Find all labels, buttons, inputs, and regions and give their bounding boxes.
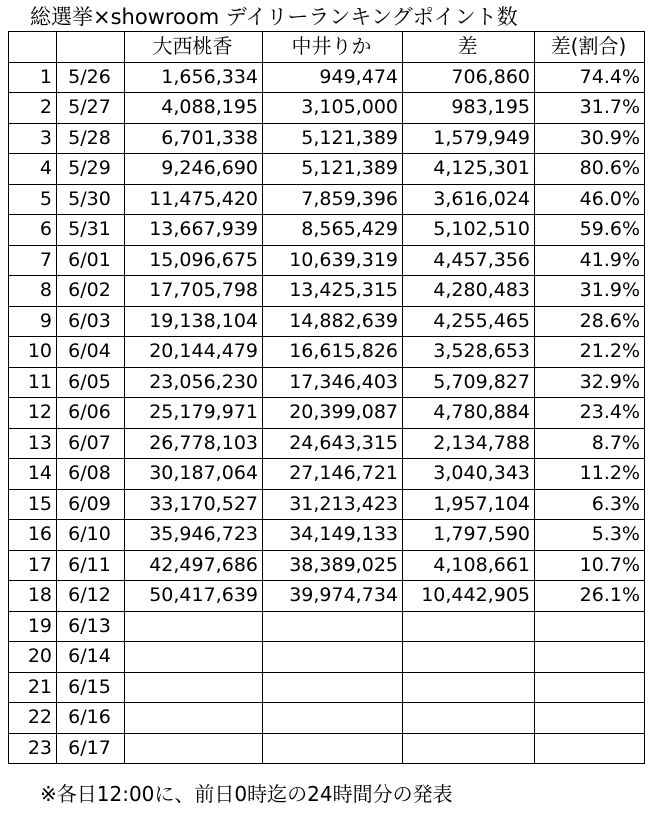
- diff-ratio-cell: [535, 672, 645, 703]
- onishi-points-cell: [125, 642, 263, 673]
- header-cell-date: [57, 32, 125, 63]
- ranking-table-body: [9, 32, 645, 764]
- diff-cell: 706,860: [403, 62, 535, 93]
- date-cell: 6/07: [57, 428, 125, 459]
- onishi-points-cell: 13,667,939: [125, 215, 263, 246]
- onishi-points-cell: 30,187,064: [125, 459, 263, 490]
- nakai-points-cell: 949,474: [263, 62, 403, 93]
- onishi-points-cell: 33,170,527: [125, 489, 263, 520]
- diff-cell: 3,528,653: [403, 337, 535, 368]
- onishi-points-cell: 15,096,675: [125, 245, 263, 276]
- diff-cell: [403, 672, 535, 703]
- nakai-points-cell: 27,146,721: [263, 459, 403, 490]
- date-cell: 5/26: [57, 62, 125, 93]
- date-cell: 6/08: [57, 459, 125, 490]
- row-number-cell: 11: [9, 367, 57, 398]
- date-cell: 5/30: [57, 184, 125, 215]
- date-cell: 5/31: [57, 215, 125, 246]
- date-cell: 6/12: [57, 581, 125, 612]
- row-number-cell: 17: [9, 550, 57, 581]
- diff-cell: 1,797,590: [403, 520, 535, 551]
- table-row: [9, 642, 645, 673]
- date-cell: 6/16: [57, 703, 125, 734]
- row-number-cell: 6: [9, 215, 57, 246]
- diff-ratio-cell: 10.7%: [535, 550, 645, 581]
- onishi-points-cell: [125, 733, 263, 764]
- onishi-points-cell: 11,475,420: [125, 184, 263, 215]
- diff-cell: 1,579,949: [403, 123, 535, 154]
- table-row: [9, 581, 645, 612]
- diff-cell: 1,957,104: [403, 489, 535, 520]
- onishi-points-cell: 1,656,334: [125, 62, 263, 93]
- date-cell: 6/05: [57, 367, 125, 398]
- onishi-points-cell: 42,497,686: [125, 550, 263, 581]
- date-cell: 6/14: [57, 642, 125, 673]
- onishi-points-cell: 17,705,798: [125, 276, 263, 307]
- table-row: [9, 550, 645, 581]
- onishi-points-cell: 23,056,230: [125, 367, 263, 398]
- diff-ratio-cell: [535, 642, 645, 673]
- diff-cell: 983,195: [403, 93, 535, 124]
- diff-ratio-cell: 31.9%: [535, 276, 645, 307]
- diff-cell: 4,780,884: [403, 398, 535, 429]
- row-number-cell: 3: [9, 123, 57, 154]
- date-cell: 5/28: [57, 123, 125, 154]
- date-cell: 6/17: [57, 733, 125, 764]
- table-row: [9, 489, 645, 520]
- row-number-cell: 4: [9, 154, 57, 185]
- header-row: [9, 32, 645, 63]
- diff-ratio-cell: 8.7%: [535, 428, 645, 459]
- date-cell: 6/09: [57, 489, 125, 520]
- diff-ratio-cell: 32.9%: [535, 367, 645, 398]
- diff-cell: 2,134,788: [403, 428, 535, 459]
- onishi-points-cell: [125, 611, 263, 642]
- diff-ratio-cell: 59.6%: [535, 215, 645, 246]
- onishi-points-cell: 25,179,971: [125, 398, 263, 429]
- date-cell: 6/15: [57, 672, 125, 703]
- diff-ratio-cell: 26.1%: [535, 581, 645, 612]
- nakai-points-cell: 24,643,315: [263, 428, 403, 459]
- header-cell-nakai: 中井りか: [263, 32, 403, 63]
- table-row: [9, 62, 645, 93]
- date-cell: 6/03: [57, 306, 125, 337]
- diff-ratio-cell: [535, 733, 645, 764]
- onishi-points-cell: 26,778,103: [125, 428, 263, 459]
- nakai-points-cell: [263, 642, 403, 673]
- row-number-cell: 12: [9, 398, 57, 429]
- table-row: [9, 428, 645, 459]
- row-number-cell: 16: [9, 520, 57, 551]
- diff-cell: 4,255,465: [403, 306, 535, 337]
- nakai-points-cell: 20,399,087: [263, 398, 403, 429]
- nakai-points-cell: 38,389,025: [263, 550, 403, 581]
- nakai-points-cell: 14,882,639: [263, 306, 403, 337]
- nakai-points-cell: 13,425,315: [263, 276, 403, 307]
- ranking-table: [8, 31, 645, 764]
- row-number-cell: 8: [9, 276, 57, 307]
- nakai-points-cell: [263, 703, 403, 734]
- diff-cell: 4,125,301: [403, 154, 535, 185]
- header-cell-no: [9, 32, 57, 63]
- nakai-points-cell: 8,565,429: [263, 215, 403, 246]
- nakai-points-cell: 5,121,389: [263, 154, 403, 185]
- date-cell: 6/04: [57, 337, 125, 368]
- diff-ratio-cell: 21.2%: [535, 337, 645, 368]
- diff-cell: 5,709,827: [403, 367, 535, 398]
- diff-ratio-cell: 41.9%: [535, 245, 645, 276]
- onishi-points-cell: [125, 703, 263, 734]
- diff-ratio-cell: 23.4%: [535, 398, 645, 429]
- row-number-cell: 7: [9, 245, 57, 276]
- row-number-cell: 21: [9, 672, 57, 703]
- table-row: [9, 184, 645, 215]
- date-cell: 6/01: [57, 245, 125, 276]
- diff-cell: 5,102,510: [403, 215, 535, 246]
- row-number-cell: 5: [9, 184, 57, 215]
- nakai-points-cell: 39,974,734: [263, 581, 403, 612]
- row-number-cell: 9: [9, 306, 57, 337]
- table-row: [9, 93, 645, 124]
- table-row: [9, 276, 645, 307]
- table-row: [9, 703, 645, 734]
- row-number-cell: 20: [9, 642, 57, 673]
- table-row: [9, 672, 645, 703]
- table-row: [9, 245, 645, 276]
- diff-ratio-cell: 74.4%: [535, 62, 645, 93]
- onishi-points-cell: 19,138,104: [125, 306, 263, 337]
- row-number-cell: 14: [9, 459, 57, 490]
- date-cell: 6/11: [57, 550, 125, 581]
- nakai-points-cell: 10,639,319: [263, 245, 403, 276]
- date-cell: 5/29: [57, 154, 125, 185]
- onishi-points-cell: 35,946,723: [125, 520, 263, 551]
- table-row: [9, 154, 645, 185]
- table-row: [9, 123, 645, 154]
- nakai-points-cell: 34,149,133: [263, 520, 403, 551]
- diff-cell: [403, 733, 535, 764]
- footnote: ※各日12:00に、前日0時迄の24時間分の発表: [40, 782, 453, 806]
- diff-ratio-cell: 31.7%: [535, 93, 645, 124]
- diff-ratio-cell: [535, 703, 645, 734]
- nakai-points-cell: 5,121,389: [263, 123, 403, 154]
- nakai-points-cell: [263, 611, 403, 642]
- header-cell-onishi: 大西桃香: [125, 32, 263, 63]
- table-row: [9, 611, 645, 642]
- diff-ratio-cell: 46.0%: [535, 184, 645, 215]
- onishi-points-cell: 20,144,479: [125, 337, 263, 368]
- nakai-points-cell: 16,615,826: [263, 337, 403, 368]
- row-number-cell: 22: [9, 703, 57, 734]
- onishi-points-cell: 6,701,338: [125, 123, 263, 154]
- row-number-cell: 15: [9, 489, 57, 520]
- nakai-points-cell: 31,213,423: [263, 489, 403, 520]
- onishi-points-cell: [125, 672, 263, 703]
- row-number-cell: 23: [9, 733, 57, 764]
- onishi-points-cell: 4,088,195: [125, 93, 263, 124]
- diff-ratio-cell: 80.6%: [535, 154, 645, 185]
- date-cell: 6/06: [57, 398, 125, 429]
- nakai-points-cell: [263, 672, 403, 703]
- row-number-cell: 18: [9, 581, 57, 612]
- onishi-points-cell: 50,417,639: [125, 581, 263, 612]
- date-cell: 6/13: [57, 611, 125, 642]
- diff-cell: 3,616,024: [403, 184, 535, 215]
- diff-cell: 3,040,343: [403, 459, 535, 490]
- row-number-cell: 1: [9, 62, 57, 93]
- table-row: [9, 306, 645, 337]
- diff-ratio-cell: 11.2%: [535, 459, 645, 490]
- row-number-cell: 10: [9, 337, 57, 368]
- diff-ratio-cell: 30.9%: [535, 123, 645, 154]
- nakai-points-cell: [263, 733, 403, 764]
- diff-cell: [403, 703, 535, 734]
- row-number-cell: 2: [9, 93, 57, 124]
- nakai-points-cell: 3,105,000: [263, 93, 403, 124]
- date-cell: 6/10: [57, 520, 125, 551]
- diff-cell: 4,457,356: [403, 245, 535, 276]
- diff-ratio-cell: 6.3%: [535, 489, 645, 520]
- table-row: [9, 459, 645, 490]
- row-number-cell: 19: [9, 611, 57, 642]
- nakai-points-cell: 7,859,396: [263, 184, 403, 215]
- table-row: [9, 337, 645, 368]
- table-row: [9, 367, 645, 398]
- header-cell-diff-ratio: 差(割合): [535, 32, 645, 63]
- table-row: [9, 733, 645, 764]
- nakai-points-cell: 17,346,403: [263, 367, 403, 398]
- diff-cell: 4,280,483: [403, 276, 535, 307]
- page-title: 総選挙×showroom デイリーランキングポイント数: [30, 5, 518, 29]
- onishi-points-cell: 9,246,690: [125, 154, 263, 185]
- date-cell: 6/02: [57, 276, 125, 307]
- diff-ratio-cell: [535, 611, 645, 642]
- header-cell-diff: 差: [403, 32, 535, 63]
- table-row: [9, 520, 645, 551]
- diff-cell: [403, 611, 535, 642]
- table-row: [9, 215, 645, 246]
- diff-cell: [403, 642, 535, 673]
- table-row: [9, 398, 645, 429]
- diff-ratio-cell: 5.3%: [535, 520, 645, 551]
- diff-cell: 4,108,661: [403, 550, 535, 581]
- diff-cell: 10,442,905: [403, 581, 535, 612]
- diff-ratio-cell: 28.6%: [535, 306, 645, 337]
- date-cell: 5/27: [57, 93, 125, 124]
- row-number-cell: 13: [9, 428, 57, 459]
